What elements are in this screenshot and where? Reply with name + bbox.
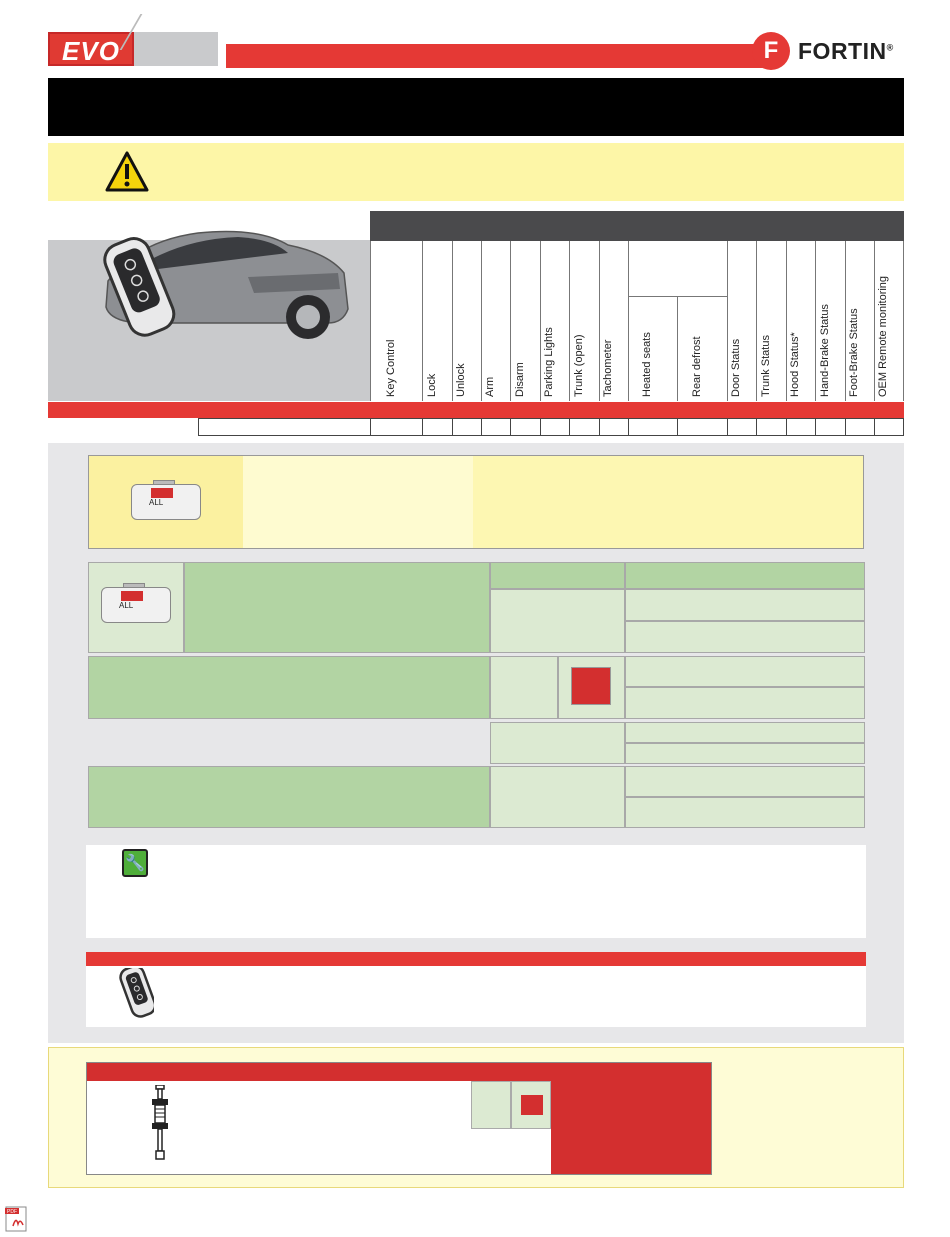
warning-triangle-icon: [104, 150, 150, 194]
column-label: Heated seats: [641, 332, 653, 397]
column-arm: [481, 241, 510, 401]
module-info-image-cell: [89, 456, 243, 548]
module-info-box: [88, 455, 864, 549]
option-value-cell: [625, 589, 865, 621]
option-header-cell: [490, 562, 625, 589]
table-cell: [815, 419, 845, 435]
key-fob-icon: [104, 968, 154, 1026]
column-label: Arm: [484, 376, 496, 397]
column-lock: [422, 241, 452, 401]
module-badge: [121, 591, 143, 601]
vehicle-image: [48, 211, 370, 361]
fortin-logo-text: [798, 38, 894, 65]
option-value-cell: [625, 687, 865, 719]
header-red-bar: [226, 44, 772, 68]
module-label: ALL: [149, 498, 164, 507]
hood-pin-indicator-square: [521, 1095, 543, 1115]
column-label: Hand-Brake Status: [818, 304, 831, 397]
option-value-cell: [490, 766, 625, 828]
table-cell: [756, 419, 786, 435]
option-value-cell: [625, 656, 865, 687]
pdf-icon: [5, 1206, 31, 1232]
column-label: Lock: [425, 373, 438, 397]
fortin-logo-circle: F: [752, 32, 790, 70]
hood-pin-box: [86, 1062, 712, 1175]
fortin-logo-mark: ®: [886, 42, 894, 53]
pdf-icon-label: PDF: [7, 1209, 17, 1215]
option-value-cell: [625, 797, 865, 828]
column-label: Foot-Brake Status: [848, 308, 860, 397]
column-key-control: [370, 241, 422, 401]
remote-section-box: [86, 966, 866, 1027]
title-band: [48, 78, 904, 136]
table-cell: [569, 419, 599, 435]
table-cell: [198, 419, 370, 435]
column-hand-brake-status: [815, 241, 845, 401]
table-cell: [874, 419, 904, 435]
table-cell: [727, 419, 756, 435]
table-cell: [786, 419, 815, 435]
column-label: Trunk Status: [759, 335, 772, 397]
fortin-logo: [752, 32, 902, 70]
option-value-cell: [625, 722, 865, 743]
column-label: Rear defrost: [690, 336, 703, 397]
option-value-cell: [490, 722, 625, 764]
installer-note-box: [86, 845, 866, 938]
column-label: Tachometer: [602, 339, 614, 397]
column-label: Trunk (open): [572, 334, 585, 397]
column-trunk-open: [569, 241, 599, 401]
evo-all-module-image: [131, 478, 201, 520]
column-label: Unlock: [455, 363, 467, 397]
column-label: Disarm: [513, 362, 526, 397]
fortin-logo-word: FORTIN: [798, 38, 887, 64]
table-cell: [677, 419, 727, 435]
option-indicator-square: [571, 667, 611, 705]
hood-pin-red-panel: [551, 1081, 711, 1174]
column-tachometer: [599, 241, 628, 401]
hood-pin-icon: [149, 1085, 171, 1161]
column-heated-seats: [628, 297, 677, 401]
table-cell: [481, 419, 510, 435]
table-cell: [599, 419, 628, 435]
option-header-cell: [625, 562, 865, 589]
option-description-cell: [184, 562, 490, 653]
column-label: Key Control: [384, 339, 397, 397]
module-label: ALL: [119, 601, 134, 610]
column-trunk-status: [756, 241, 786, 401]
table-cell: [540, 419, 569, 435]
option-value-cell: [625, 621, 865, 653]
column-disarm: [510, 241, 540, 401]
column-label: Parking Lights: [543, 327, 555, 397]
column-door-status: [727, 241, 756, 401]
table-cell: [452, 419, 481, 435]
column-parking-lights: [540, 241, 569, 401]
column-label: OEM Remote monitoring: [877, 275, 889, 397]
option-value-cell: [625, 743, 865, 764]
option-description-cell: [88, 766, 490, 828]
column-hood-status: [786, 241, 815, 401]
evo-all-module-image: [101, 581, 171, 623]
table-cell: [845, 419, 874, 435]
column-label: Hood Status*: [789, 332, 801, 397]
module-info-text-cell: [243, 456, 473, 548]
column-foot-brake-status: [845, 241, 874, 401]
hood-pin-header: [87, 1063, 711, 1081]
wrench-icon: 🔧: [122, 849, 148, 877]
hood-pin-value-cell: [471, 1081, 511, 1129]
column-oem-remote-monitoring: [874, 241, 904, 401]
option-value-cell: [490, 656, 558, 719]
module-badge: [151, 488, 173, 498]
column-rear-defrost: [677, 297, 727, 401]
table-cell: [370, 419, 422, 435]
column-label: Door Status: [730, 338, 742, 397]
warning-band: [48, 143, 904, 201]
function-table-header-bar: [370, 211, 904, 241]
column-unlock: [452, 241, 481, 401]
table-cell: [422, 419, 452, 435]
option-value-cell: [625, 766, 865, 797]
table-cell: [510, 419, 540, 435]
module-image-cell: [88, 562, 184, 653]
table-cell: [628, 419, 677, 435]
evo-logo-grey-panel: [134, 32, 218, 66]
option-description-cell: [88, 656, 490, 719]
evo-logo-text: EVO: [62, 36, 120, 66]
option-value-cell: [490, 589, 625, 653]
remote-section-header: [86, 952, 866, 966]
function-table-row: [198, 418, 904, 436]
function-table-red-divider: [48, 402, 904, 418]
column-group-header: [628, 241, 727, 297]
